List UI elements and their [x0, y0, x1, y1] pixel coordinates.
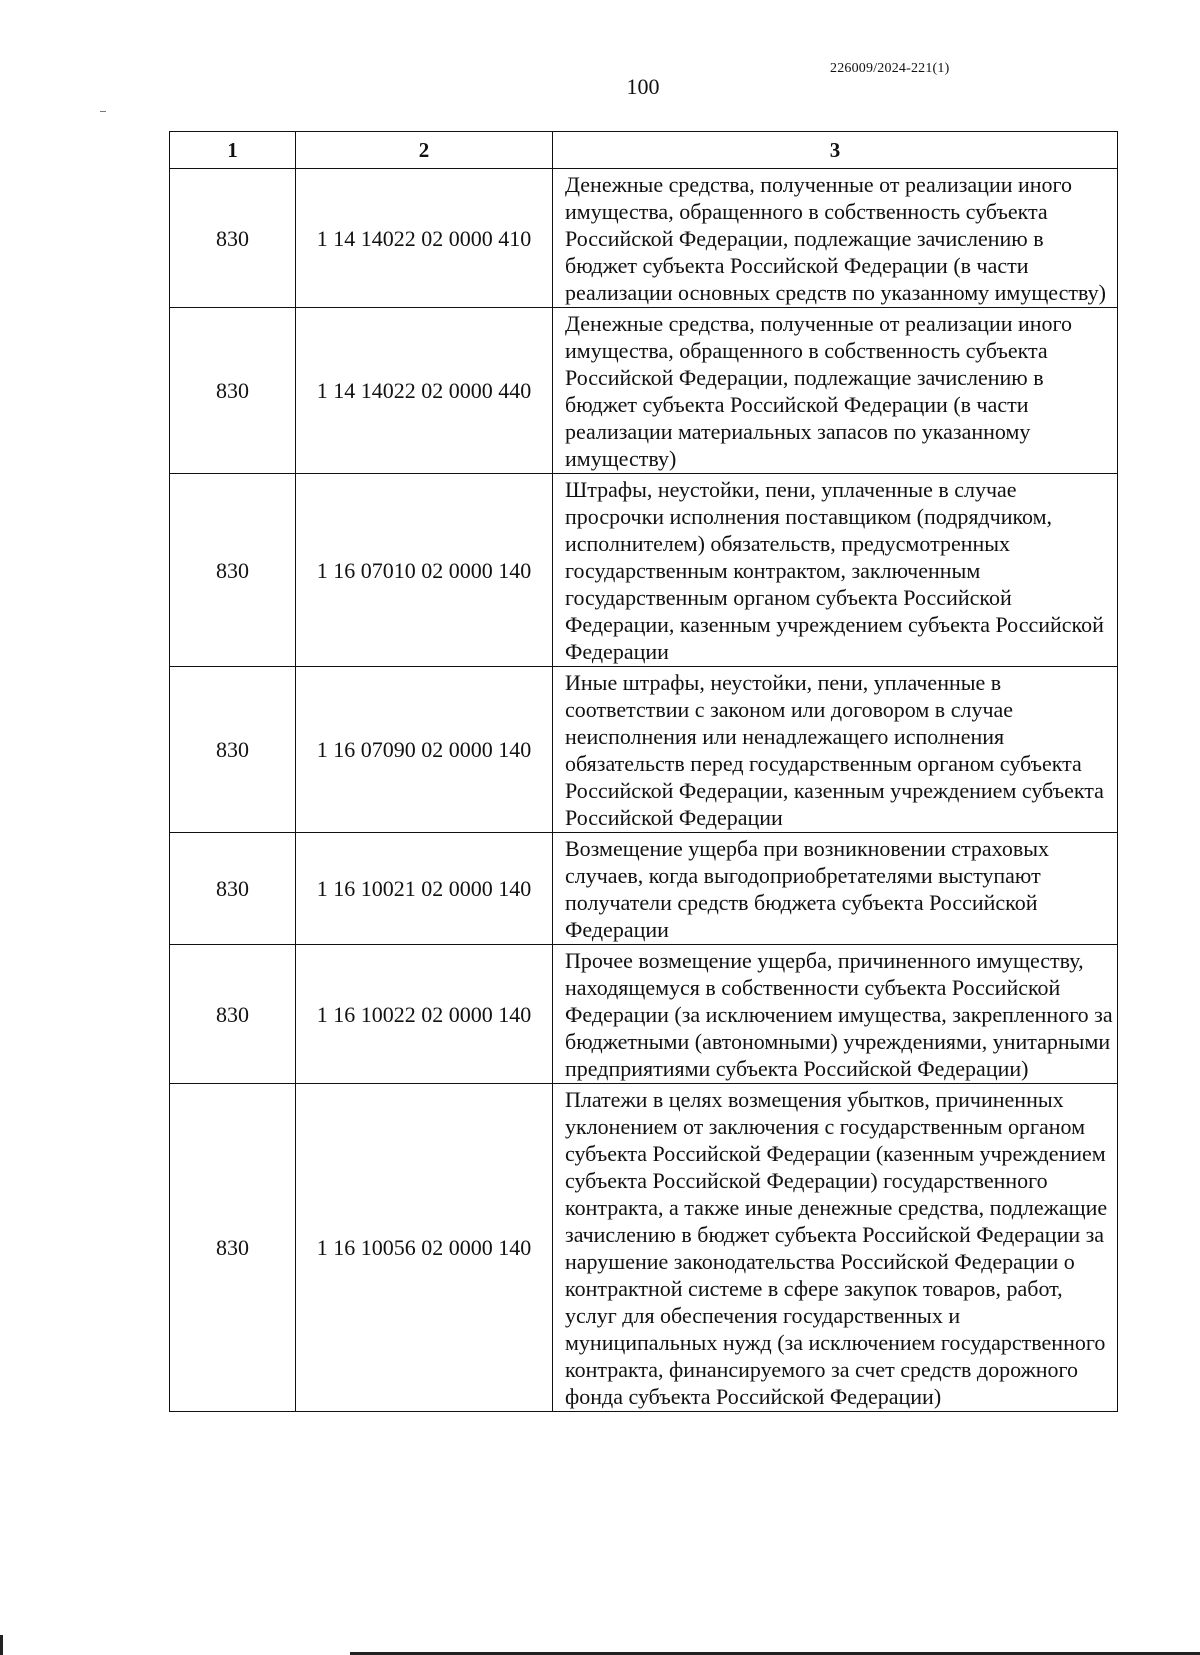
- table-row: [170, 169, 1118, 308]
- table-row: [170, 474, 1118, 667]
- table-row: [170, 945, 1118, 1084]
- table-row: [170, 833, 1118, 945]
- description-cell: Платежи в целях возмещения убытков, причиненных уклонением от заключения с государственным органом субъекта Российской Федерации (казенным учреждением субъекта Российской Федерации) государственного контракта, а также иные денежные средства, подлежащие зачислению в бюджет субъекта Российской Федерации за нарушение законодательства Российской Федерации о контрактной системе в сфере закупок товаров, работ, услуг для обеспечения государственных и муниципальных нужд (за исключением государственного контракта, финансируемого за счет средств дорожного фонда субъекта Российской Федерации): [553, 1084, 1118, 1412]
- page-number: 100: [626, 74, 660, 99]
- column-header-1: 1: [170, 132, 296, 169]
- description-cell: Прочее возмещение ущерба, причиненного имуществу, находящемуся в собственности субъекта Российской Федерации (за исключением имущества, закрепленного за бюджетными (автономными) учреждениями, унитарными предприятиями субъекта Российской Федерации): [553, 945, 1118, 1084]
- kbk-code-cell: 1 16 10022 02 0000 140: [296, 945, 553, 1084]
- admin-code-cell: 830: [170, 667, 296, 833]
- description-cell: Возмещение ущерба при возникновении страховых случаев, когда выгодоприобретателями выступают получатели средств бюджета субъекта Российской Федерации: [553, 833, 1118, 945]
- description-cell: Денежные средства, полученные от реализации иного имущества, обращенного в собственность субъекта Российской Федерации, подлежащие зачислению в бюджет субъекта Российской Федерации (в части реализации материальных запасов по указанному имуществу): [553, 308, 1118, 474]
- description-cell: Денежные средства, полученные от реализации иного имущества, обращенного в собственность субъекта Российской Федерации, подлежащие зачислению в бюджет субъекта Российской Федерации (в части реализации основных средств по указанному имуществу): [553, 169, 1118, 308]
- kbk-code-cell: 1 14 14022 02 0000 440: [296, 308, 553, 474]
- description-cell: Штрафы, неустойки, пени, уплаченные в случае просрочки исполнения поставщиком (подрядчиком, исполнителем) обязательств, предусмотренных государственным контрактом, заключенным государственным органом субъекта Российской Федерации, казенным учреждением субъекта Российской Федерации: [553, 474, 1118, 667]
- admin-code-cell: 830: [170, 474, 296, 667]
- admin-code-cell: 830: [170, 1084, 296, 1412]
- kbk-code-cell: 1 16 07090 02 0000 140: [296, 667, 553, 833]
- budget-classification-table: [169, 131, 1118, 1412]
- scan-edge-mark: [0, 1635, 3, 1655]
- column-header-3: 3: [553, 132, 1118, 169]
- scan-mark: [100, 111, 106, 112]
- kbk-code-cell: 1 16 10056 02 0000 140: [296, 1084, 553, 1412]
- admin-code-cell: 830: [170, 308, 296, 474]
- document-id: 226009/2024-221(1): [830, 61, 950, 76]
- column-header-2: 2: [296, 132, 553, 169]
- admin-code-cell: 830: [170, 833, 296, 945]
- kbk-code-cell: 1 16 10021 02 0000 140: [296, 833, 553, 945]
- description-cell: Иные штрафы, неустойки, пени, уплаченные в соответствии с законом или договором в случае неисполнения или ненадлежащего исполнения обязательств перед государственным органом субъекта Российской Федерации, казенным учреждением субъекта Российской Федерации: [553, 667, 1118, 833]
- kbk-code-cell: 1 16 07010 02 0000 140: [296, 474, 553, 667]
- admin-code-cell: 830: [170, 945, 296, 1084]
- table-row: [170, 667, 1118, 833]
- admin-code-cell: 830: [170, 169, 296, 308]
- table-header-row: [170, 132, 1118, 169]
- table-row: [170, 1084, 1118, 1412]
- table-row: [170, 308, 1118, 474]
- kbk-code-cell: 1 14 14022 02 0000 410: [296, 169, 553, 308]
